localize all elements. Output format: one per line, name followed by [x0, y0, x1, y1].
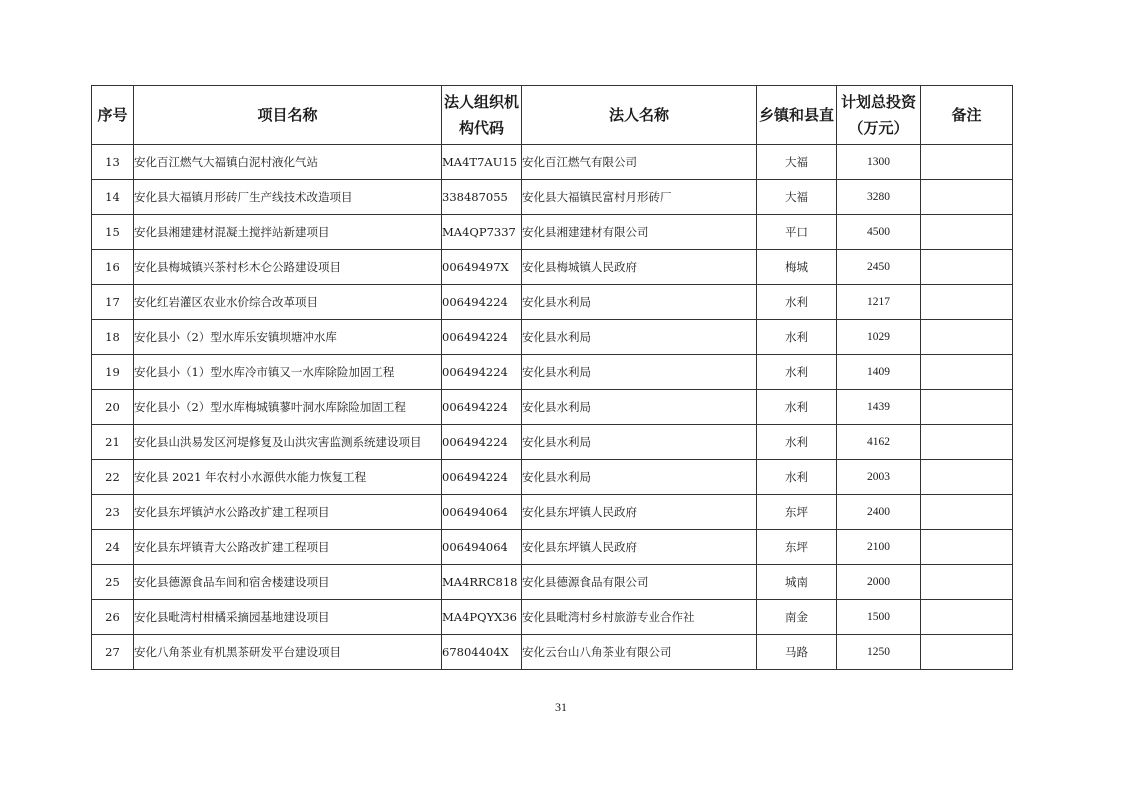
table-header-row — [92, 86, 1013, 145]
cell-project-name: 安化县小（1）型水库冷市镇又一水库除险加固工程 — [134, 355, 442, 390]
cell-project-name: 安化红岩灌区农业水价综合改革项目 — [134, 285, 442, 320]
cell-investment: 1300 — [837, 145, 921, 180]
table-row — [92, 600, 1013, 635]
cell-investment: 1250 — [837, 635, 921, 670]
table-row — [92, 145, 1013, 180]
cell-remark — [921, 460, 1013, 495]
cell-legal-name: 安化县水利局 — [522, 460, 757, 495]
cell-remark — [921, 425, 1013, 460]
cell-town: 马路 — [757, 635, 837, 670]
header-org-code-line2: 构代码 — [458, 119, 504, 137]
cell-investment: 3280 — [837, 180, 921, 215]
cell-seq: 21 — [92, 425, 134, 460]
cell-legal-name: 安化县水利局 — [522, 425, 757, 460]
cell-remark — [921, 600, 1013, 635]
cell-remark — [921, 495, 1013, 530]
cell-remark — [921, 565, 1013, 600]
cell-seq: 24 — [92, 530, 134, 565]
cell-investment: 2450 — [837, 250, 921, 285]
cell-org-code: 67804404X — [442, 635, 522, 670]
cell-town: 东坪 — [757, 495, 837, 530]
cell-project-name: 安化县东坪镇青大公路改扩建工程项目 — [134, 530, 442, 565]
cell-town: 大福 — [757, 145, 837, 180]
cell-legal-name: 安化云台山八角茶业有限公司 — [522, 635, 757, 670]
cell-remark — [921, 355, 1013, 390]
cell-town: 水利 — [757, 460, 837, 495]
cell-seq: 17 — [92, 285, 134, 320]
cell-town: 城南 — [757, 565, 837, 600]
table-row — [92, 250, 1013, 285]
cell-investment: 1500 — [837, 600, 921, 635]
cell-remark — [921, 145, 1013, 180]
cell-project-name: 安化县小（2）型水库梅城镇蓼叶洞水库除险加固工程 — [134, 390, 442, 425]
header-legal-name: 法人名称 — [522, 86, 757, 145]
cell-investment: 1439 — [837, 390, 921, 425]
cell-town: 水利 — [757, 355, 837, 390]
cell-town: 水利 — [757, 285, 837, 320]
header-org-code — [442, 86, 522, 145]
cell-remark — [921, 635, 1013, 670]
cell-org-code: MA4PQYX36 — [442, 600, 522, 635]
cell-investment: 4162 — [837, 425, 921, 460]
cell-investment: 2000 — [837, 565, 921, 600]
table-body — [92, 145, 1013, 670]
table-row — [92, 425, 1013, 460]
cell-seq: 16 — [92, 250, 134, 285]
header-org-code-line1: 法人组织机 — [443, 93, 519, 111]
cell-investment: 2400 — [837, 495, 921, 530]
cell-remark — [921, 215, 1013, 250]
cell-org-code: 006494224 — [442, 285, 522, 320]
cell-investment: 4500 — [837, 215, 921, 250]
cell-legal-name: 安化县水利局 — [522, 355, 757, 390]
header-remark: 备注 — [921, 86, 1013, 145]
cell-project-name: 安化县湘建建材混凝土搅拌站新建项目 — [134, 215, 442, 250]
cell-project-name: 安化县梅城镇兴茶村杉木仑公路建设项目 — [134, 250, 442, 285]
table-row — [92, 355, 1013, 390]
cell-org-code: MA4QP7337 — [442, 215, 522, 250]
cell-town: 大福 — [757, 180, 837, 215]
cell-org-code: 338487055 — [442, 180, 522, 215]
header-investment — [837, 86, 921, 145]
cell-seq: 27 — [92, 635, 134, 670]
cell-project-name: 安化八角茶业有机黑茶研发平台建设项目 — [134, 635, 442, 670]
cell-org-code: 006494224 — [442, 320, 522, 355]
cell-project-name: 安化县小（2）型水库乐安镇坝塘冲水库 — [134, 320, 442, 355]
project-table — [91, 85, 1013, 670]
cell-project-name: 安化县毗湾村柑橘采摘园基地建设项目 — [134, 600, 442, 635]
cell-org-code: 006494224 — [442, 390, 522, 425]
table-row — [92, 320, 1013, 355]
cell-seq: 13 — [92, 145, 134, 180]
cell-seq: 14 — [92, 180, 134, 215]
cell-investment: 1409 — [837, 355, 921, 390]
cell-org-code: 006494064 — [442, 495, 522, 530]
cell-remark — [921, 180, 1013, 215]
table-row — [92, 565, 1013, 600]
cell-seq: 25 — [92, 565, 134, 600]
cell-project-name: 安化县东坪镇泸水公路改扩建工程项目 — [134, 495, 442, 530]
cell-org-code: 00649497X — [442, 250, 522, 285]
header-seq: 序号 — [92, 86, 134, 145]
cell-town: 东坪 — [757, 530, 837, 565]
cell-remark — [921, 285, 1013, 320]
cell-org-code: MA4T7AU15 — [442, 145, 522, 180]
cell-seq: 15 — [92, 215, 134, 250]
header-investment-line1: 计划总投资 — [840, 93, 916, 111]
cell-investment: 1217 — [837, 285, 921, 320]
cell-investment: 1029 — [837, 320, 921, 355]
table-row — [92, 635, 1013, 670]
cell-project-name: 安化县德源食品车间和宿舍楼建设项目 — [134, 565, 442, 600]
cell-org-code: 006494224 — [442, 425, 522, 460]
cell-remark — [921, 530, 1013, 565]
cell-town: 水利 — [757, 320, 837, 355]
cell-org-code: 006494224 — [442, 460, 522, 495]
cell-org-code: 006494064 — [442, 530, 522, 565]
cell-legal-name: 安化百江燃气有限公司 — [522, 145, 757, 180]
table-row — [92, 390, 1013, 425]
cell-remark — [921, 250, 1013, 285]
header-project-name: 项目名称 — [134, 86, 442, 145]
cell-project-name: 安化县 2021 年农村小水源供水能力恢复工程 — [134, 460, 442, 495]
cell-seq: 20 — [92, 390, 134, 425]
cell-org-code: 006494224 — [442, 355, 522, 390]
cell-investment: 2100 — [837, 530, 921, 565]
cell-town: 梅城 — [757, 250, 837, 285]
cell-town: 水利 — [757, 390, 837, 425]
cell-seq: 19 — [92, 355, 134, 390]
cell-town: 平口 — [757, 215, 837, 250]
table-row — [92, 495, 1013, 530]
cell-legal-name: 安化县大福镇民富村月形砖厂 — [522, 180, 757, 215]
table-row — [92, 285, 1013, 320]
cell-seq: 18 — [92, 320, 134, 355]
cell-legal-name: 安化县水利局 — [522, 320, 757, 355]
cell-legal-name: 安化县水利局 — [522, 285, 757, 320]
cell-seq: 22 — [92, 460, 134, 495]
cell-project-name: 安化县大福镇月形砖厂生产线技术改造项目 — [134, 180, 442, 215]
header-town: 乡镇和县直 — [757, 86, 837, 145]
cell-seq: 26 — [92, 600, 134, 635]
table-row — [92, 530, 1013, 565]
cell-legal-name: 安化县梅城镇人民政府 — [522, 250, 757, 285]
cell-legal-name: 安化县水利局 — [522, 390, 757, 425]
cell-remark — [921, 390, 1013, 425]
cell-town: 南金 — [757, 600, 837, 635]
cell-legal-name: 安化县东坪镇人民政府 — [522, 530, 757, 565]
cell-legal-name: 安化县湘建建材有限公司 — [522, 215, 757, 250]
page-number: 31 — [555, 700, 567, 714]
table-row — [92, 180, 1013, 215]
table-row — [92, 215, 1013, 250]
header-investment-line2: （万元） — [848, 119, 909, 137]
cell-town: 水利 — [757, 425, 837, 460]
cell-project-name: 安化县山洪易发区河堤修复及山洪灾害监测系统建设项目 — [134, 425, 442, 460]
cell-legal-name: 安化县德源食品有限公司 — [522, 565, 757, 600]
cell-legal-name: 安化县东坪镇人民政府 — [522, 495, 757, 530]
cell-legal-name: 安化县毗湾村乡村旅游专业合作社 — [522, 600, 757, 635]
cell-org-code: MA4RRC818 — [442, 565, 522, 600]
cell-remark — [921, 320, 1013, 355]
table-row — [92, 460, 1013, 495]
cell-investment: 2003 — [837, 460, 921, 495]
cell-project-name: 安化百江燃气大福镇白泥村液化气站 — [134, 145, 442, 180]
cell-seq: 23 — [92, 495, 134, 530]
